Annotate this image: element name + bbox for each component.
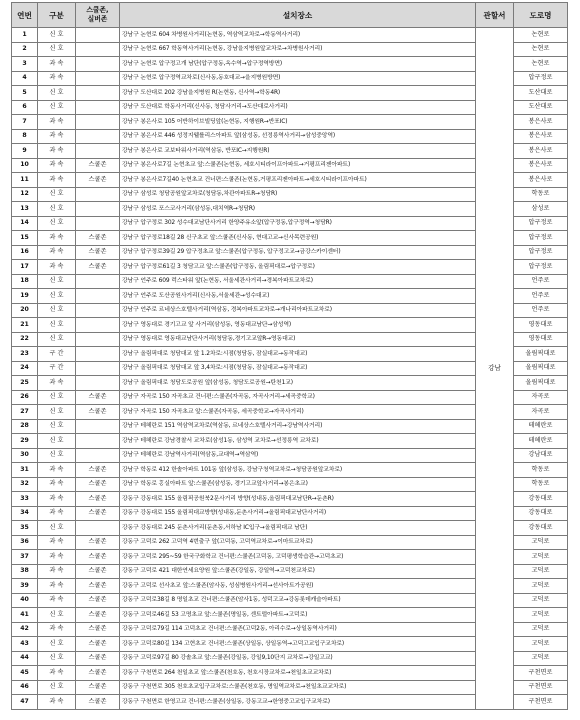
- row-type: 과 속: [38, 260, 76, 275]
- row-no: 14: [12, 216, 38, 231]
- row-no: 37: [12, 550, 38, 565]
- row-place: 강남구 압구정로39길 29 압구정초교 앞:스쿨존(압구정동, 압구정고교→금강스카이센터): [120, 245, 476, 260]
- row-road: 학동로: [514, 187, 568, 202]
- row-zone: 스쿨존: [76, 695, 120, 710]
- row-zone: [76, 274, 120, 289]
- row-no: 43: [12, 637, 38, 652]
- row-type: 신 호: [38, 680, 76, 695]
- row-place: 강동구 구천면로 한영고교 건너편:스쿨존(상일동, 강동고교→한영중고교입구교차로): [120, 695, 476, 710]
- header-type: 구분: [38, 3, 76, 28]
- row-zone: [76, 361, 120, 376]
- row-type: 과 속: [38, 666, 76, 681]
- row-place: 강남구 언주로 609 럭스타워 앞(논현동, 서울세관사거리→경복아파트교차로): [120, 274, 476, 289]
- row-zone: 스쿨존: [76, 405, 120, 420]
- row-road: 도산대로: [514, 86, 568, 101]
- row-place: 강동구 강동대로 155 올림픽대교방향(성내동,둔촌사거리→올림픽대교남단사거리): [120, 506, 476, 521]
- row-zone: 스쿨존: [76, 477, 120, 492]
- row-no: 11: [12, 173, 38, 188]
- row-type: 과 속: [38, 144, 76, 159]
- row-road: 고덕로: [514, 550, 568, 565]
- row-no: 1: [12, 28, 38, 43]
- row-no: 20: [12, 303, 38, 318]
- header-office: 관할서: [476, 3, 514, 28]
- row-road: 삼성로: [514, 202, 568, 217]
- row-type: 신 호: [38, 419, 76, 434]
- row-no: 9: [12, 144, 38, 159]
- schedule-document: [11, 2, 567, 710]
- row-no: 7: [12, 115, 38, 130]
- row-place: 강남구 학동로 412 한솔아파트 101동 앞(삼성동, 강남구청역교차로→청담공원앞교차로): [120, 463, 476, 478]
- row-zone: 스쿨존: [76, 680, 120, 695]
- row-road: 고덕로: [514, 579, 568, 594]
- row-no: 26: [12, 390, 38, 405]
- row-type: 과 속: [38, 622, 76, 637]
- row-place: 강남구 봉은사로 교보타워사거리(역삼동, 반포IC→지행원R): [120, 144, 476, 159]
- row-type: 과 속: [38, 57, 76, 72]
- row-no: 24: [12, 361, 38, 376]
- row-place: 강남구 논현로 압구정고개 남단(압구정동,옥수역→압구정역방면): [120, 57, 476, 72]
- row-place: 강남구 언주로 르네상스호텔사거리(역삼동, 경복아파트교차로→개나리아파트교차로): [120, 303, 476, 318]
- row-no: 35: [12, 521, 38, 536]
- row-place: 강남구 학동로 홍실아파트 앞:스쿨존(삼성동, 경기고교앞사거리→봉은초교): [120, 477, 476, 492]
- row-type: 과 속: [38, 550, 76, 565]
- row-type: 과 속: [38, 593, 76, 608]
- table-body: [12, 28, 568, 710]
- row-zone: 스쿨존: [76, 231, 120, 246]
- row-type: 신 호: [38, 42, 76, 57]
- row-place: 강남구 테헤란로 강남경찰서 교차로(삼성1동, 삼성역 교차로→선정릉역 교차로): [120, 434, 476, 449]
- row-no: 46: [12, 680, 38, 695]
- row-road: 압구정로: [514, 260, 568, 275]
- row-place: 강남구 영동대로 경기고교 앞 사거리(삼성동, 영동대교남단→삼성역): [120, 318, 476, 333]
- row-type: 과 속: [38, 71, 76, 86]
- row-place: 강동구 고덕로 선사초교 앞:스쿨존(암사동, 성심병원사거리→선사아트가공원): [120, 579, 476, 594]
- row-no: 42: [12, 622, 38, 637]
- row-place: 강남구 논현로 667 학동역사거리(논현동, 강남을지병원앞교차로→차병원사거리): [120, 42, 476, 57]
- row-place: 강남구 도산대로 학동사거리(신사동, 청담사거리→도산대로사거리): [120, 100, 476, 115]
- row-place: 강동구 고덕로 262 고덕역 4번출구 앞(고덕동, 고덕역교차로→이마트교차로): [120, 535, 476, 550]
- row-zone: 스쿨존: [76, 593, 120, 608]
- row-type: 신 호: [38, 332, 76, 347]
- row-place: 강동구 구천면로 264 천일초교 앞:스쿨존(천호동, 천호시장교차로→천일초교교차로): [120, 666, 476, 681]
- row-road: 영동대로: [514, 318, 568, 333]
- row-no: 10: [12, 158, 38, 173]
- row-zone: [76, 434, 120, 449]
- row-zone: [76, 57, 120, 72]
- row-no: 47: [12, 695, 38, 710]
- row-zone: [76, 71, 120, 86]
- row-road: 언주로: [514, 274, 568, 289]
- row-type: 신 호: [38, 405, 76, 420]
- row-place: 강남구 언주로 도산공원사거리(신사동,서울세관→성수대교): [120, 289, 476, 304]
- row-place: 강남구 봉은사로 105 어반하이브빌딩앞(논현동, 지행원R→반포IC): [120, 115, 476, 130]
- row-place: 강동구 고덕로46길 53 고명초교 앞:스쿨존(명일동, 센트럴아파트→고덕로): [120, 608, 476, 623]
- row-road: 봉은사로: [514, 144, 568, 159]
- row-type: 과 속: [38, 695, 76, 710]
- row-zone: 스쿨존: [76, 506, 120, 521]
- row-zone: 스쿨존: [76, 245, 120, 260]
- row-road: 학동로: [514, 463, 568, 478]
- row-road: 논현로: [514, 42, 568, 57]
- row-zone: 스쿨존: [76, 463, 120, 478]
- row-zone: [76, 347, 120, 362]
- row-place: 강남구 삼성로 포스코사거리(삼성동,대치역R→청담R): [120, 202, 476, 217]
- header-schoolzone: [76, 3, 120, 28]
- row-place: 강동구 강동대로 245 둔촌사거리(둔촌동,서하남 IC입구→올림픽대교 남단): [120, 521, 476, 536]
- row-no: 3: [12, 57, 38, 72]
- row-zone: [76, 86, 120, 101]
- row-zone: [76, 521, 120, 536]
- row-no: 33: [12, 492, 38, 507]
- row-place: 강남구 봉은사로 446 성정지웰를리스아파트 앞(삼성동, 선정릉역사거리→삼성중앙역): [120, 129, 476, 144]
- row-type: 신 호: [38, 28, 76, 43]
- row-type: 신 호: [38, 100, 76, 115]
- row-place: 강남구 테헤란로 151 역삼역교차로(역삼동, 르네상스호텔사거리→강남역사거리): [120, 419, 476, 434]
- row-place: 강동구 고덕로80길 134 고현초교 건너편:스쿨존(상일동, 상일동역→고덕고교입구교차로): [120, 637, 476, 652]
- row-no: 45: [12, 666, 38, 681]
- row-no: 32: [12, 477, 38, 492]
- row-road: 고덕로: [514, 651, 568, 666]
- header-no: 연번: [12, 3, 38, 28]
- row-zone: [76, 202, 120, 217]
- row-zone: 스쿨존: [76, 637, 120, 652]
- row-no: 39: [12, 579, 38, 594]
- row-no: 22: [12, 332, 38, 347]
- row-no: 27: [12, 405, 38, 420]
- row-zone: [76, 216, 120, 231]
- row-type: 과 속: [38, 506, 76, 521]
- row-road: 영동대로: [514, 332, 568, 347]
- row-zone: [76, 419, 120, 434]
- row-type: 과 속: [38, 115, 76, 130]
- row-no: 18: [12, 274, 38, 289]
- row-no: 19: [12, 289, 38, 304]
- row-no: 5: [12, 86, 38, 101]
- row-type: 신 호: [38, 216, 76, 231]
- row-type: 과 속: [38, 463, 76, 478]
- row-no: 21: [12, 318, 38, 333]
- row-no: 13: [12, 202, 38, 217]
- row-no: 29: [12, 434, 38, 449]
- row-no: 8: [12, 129, 38, 144]
- row-place: 강동구 구천면로 305 천호초교입구교차로:스쿨존(천호동, 명일역교차로→천일초교교차로): [120, 680, 476, 695]
- row-place: 강남구 올림픽대로 청담도로공원 앞(삼성동, 청담도로공원→탄천1교): [120, 376, 476, 391]
- row-road: 봉은사로: [514, 173, 568, 188]
- row-place: 강동구 고덕로 421 대한연세요양원 앞:스쿨존(강일동, 강일역→고덕천교차로): [120, 564, 476, 579]
- row-zone: 스쿨존: [76, 173, 120, 188]
- row-place: 강남구 영동대로 영동대교남단사거리(청담동,경기고교앞R→영동대교): [120, 332, 476, 347]
- row-place: 강남구 올림픽대로 청담대교 앞 1.2차로:시점(청담동, 잠실대교→동작대교): [120, 347, 476, 362]
- header-road: 도로명: [514, 3, 568, 28]
- row-road: 올림픽대로: [514, 347, 568, 362]
- row-road: 도산대로: [514, 100, 568, 115]
- row-road: 강동대로: [514, 506, 568, 521]
- row-place: 강남구 삼성로 청담공원앞교차로(청담동,차관아파트R→청담R): [120, 187, 476, 202]
- row-zone: [76, 42, 120, 57]
- row-road: 논현로: [514, 57, 568, 72]
- row-road: 구천면로: [514, 666, 568, 681]
- row-road: 언주로: [514, 289, 568, 304]
- row-road: 고덕로: [514, 637, 568, 652]
- row-road: 봉은사로: [514, 115, 568, 130]
- row-no: 28: [12, 419, 38, 434]
- row-road: 강동대로: [514, 521, 568, 536]
- row-place: 강남구 봉은사로7길 논현초교 앞:스쿨존(논현동, 세호시티라이프아파트→거평프리젠아파트): [120, 158, 476, 173]
- row-no: 44: [12, 651, 38, 666]
- row-type: 신 호: [38, 202, 76, 217]
- row-type: 과 속: [38, 535, 76, 550]
- row-no: 31: [12, 463, 38, 478]
- row-place: 강남구 봉은사로7길40 논현초교 건너편:스쿨존(논현동,거평프리젠아파트→세호시티라이프아파트): [120, 173, 476, 188]
- row-type: 과 속: [38, 158, 76, 173]
- row-type: 과 속: [38, 129, 76, 144]
- row-zone: 스쿨존: [76, 579, 120, 594]
- row-road: 테헤란로: [514, 419, 568, 434]
- row-type: 과 속: [38, 492, 76, 507]
- row-zone: [76, 318, 120, 333]
- row-road: 강남대로: [514, 448, 568, 463]
- row-no: 34: [12, 506, 38, 521]
- row-no: 16: [12, 245, 38, 260]
- row-road: 구천면로: [514, 695, 568, 710]
- row-zone: [76, 448, 120, 463]
- row-no: 2: [12, 42, 38, 57]
- row-place: 강남구 압구정로 302 성수대교남단사거리 한양주유소앞(압구정동,압구정역→청담R): [120, 216, 476, 231]
- row-road: 압구정로: [514, 231, 568, 246]
- row-road: 봉은사로: [514, 158, 568, 173]
- row-place: 강남구 올림픽대로 청담대교 앞 3,4차로:시점(청담동, 잠실대교→동작대교): [120, 361, 476, 376]
- row-road: 고덕로: [514, 535, 568, 550]
- row-road: 고덕로: [514, 564, 568, 579]
- row-no: 36: [12, 535, 38, 550]
- office-cell: 강남: [476, 28, 514, 710]
- row-road: 올림픽대로: [514, 361, 568, 376]
- row-place: 강남구 압구정로61길 3 청담고교 앞:스쿨존(압구정동, 올림픽대로→압구정로): [120, 260, 476, 275]
- row-type: 신 호: [38, 608, 76, 623]
- row-type: 과 속: [38, 173, 76, 188]
- row-zone: 스쿨존: [76, 550, 120, 565]
- row-place: 강남구 자곡로 150 자곡초교 앞:스쿨존(자곡동, 세곡중학교→자곡사거리): [120, 405, 476, 420]
- row-no: 15: [12, 231, 38, 246]
- header-schoolzone-line1: 스쿨존,: [86, 6, 109, 14]
- row-type: 신 호: [38, 86, 76, 101]
- row-type: 신 호: [38, 303, 76, 318]
- row-type: 신 호: [38, 187, 76, 202]
- row-place: 강남구 압구정로18길 28 신구초교 앞:스쿨존(신사동, 현대고교→신사목련공원): [120, 231, 476, 246]
- row-type: 신 호: [38, 318, 76, 333]
- table-row: [12, 28, 568, 43]
- row-zone: [76, 332, 120, 347]
- row-type: 신 호: [38, 637, 76, 652]
- row-type: 과 속: [38, 376, 76, 391]
- row-zone: 스쿨존: [76, 608, 120, 623]
- row-place: 강남구 자곡로 150 자곡초교 건너편:스쿨존(자곡동, 자곡사거리→세곡중학교): [120, 390, 476, 405]
- row-zone: [76, 100, 120, 115]
- row-place: 강동구 고덕로97길 80 강솔초교 앞:스쿨존(강일동, 강일9,10단지 교차로→강일고교): [120, 651, 476, 666]
- row-type: 과 속: [38, 477, 76, 492]
- row-road: 고덕로: [514, 608, 568, 623]
- row-road: 자곡로: [514, 405, 568, 420]
- row-type: 과 속: [38, 564, 76, 579]
- row-zone: 스쿨존: [76, 158, 120, 173]
- row-road: 봉은사로: [514, 129, 568, 144]
- row-type: 신 호: [38, 521, 76, 536]
- row-place: 강남구 테헤란로 강남역사거리(역삼동,교대역→역삼역): [120, 448, 476, 463]
- row-type: 신 호: [38, 274, 76, 289]
- row-no: 17: [12, 260, 38, 275]
- row-zone: 스쿨존: [76, 492, 120, 507]
- row-road: 올림픽대로: [514, 376, 568, 391]
- row-no: 38: [12, 564, 38, 579]
- row-zone: [76, 303, 120, 318]
- header-place: 설치장소: [120, 3, 476, 28]
- row-no: 41: [12, 608, 38, 623]
- row-no: 23: [12, 347, 38, 362]
- row-type: 신 호: [38, 390, 76, 405]
- row-type: 과 속: [38, 579, 76, 594]
- row-place: 강남구 논현로 604 차병원사거리(논현동, 역삼역교차로→학동역사거리): [120, 28, 476, 43]
- row-road: 학동로: [514, 477, 568, 492]
- row-zone: [76, 376, 120, 391]
- row-no: 40: [12, 593, 38, 608]
- row-zone: [76, 129, 120, 144]
- row-road: 압구정로: [514, 245, 568, 260]
- row-type: 구 간: [38, 347, 76, 362]
- row-place: 강동구 강동대로 155 올림픽공원북2문사거리 방향(성내동,올림픽대교남단R→둔촌R): [120, 492, 476, 507]
- row-zone: [76, 289, 120, 304]
- row-no: 30: [12, 448, 38, 463]
- row-zone: 스쿨존: [76, 622, 120, 637]
- row-zone: [76, 28, 120, 43]
- row-road: 구천면로: [514, 680, 568, 695]
- row-zone: 스쿨존: [76, 564, 120, 579]
- row-road: 고덕로: [514, 622, 568, 637]
- header-schoolzone-line2: 실버존: [87, 15, 108, 23]
- row-place: 강동구 고덕로79길 114 고덕초교 건너편:스쿨존(고덕2동, 아리수로→상일동역사거리): [120, 622, 476, 637]
- camera-location-table: [11, 2, 568, 710]
- row-place: 강동구 고덕로 295~59 한국구화학교 건너편:스쿨존(고덕동, 고덕평생학습관→고덕초교): [120, 550, 476, 565]
- row-place: 강남구 도산대로 202 강남을지병원 R(논현동, 신사역→학동4R): [120, 86, 476, 101]
- row-zone: [76, 115, 120, 130]
- row-road: 테헤란로: [514, 434, 568, 449]
- row-no: 6: [12, 100, 38, 115]
- row-zone: [76, 144, 120, 159]
- row-type: 과 속: [38, 245, 76, 260]
- row-road: 언주로: [514, 303, 568, 318]
- row-type: 신 호: [38, 289, 76, 304]
- row-road: 강동대로: [514, 492, 568, 507]
- row-no: 12: [12, 187, 38, 202]
- row-zone: [76, 187, 120, 202]
- row-zone: 스쿨존: [76, 666, 120, 681]
- row-type: 과 속: [38, 231, 76, 246]
- row-type: 신 호: [38, 651, 76, 666]
- row-zone: 스쿨존: [76, 260, 120, 275]
- row-road: 압구정로: [514, 216, 568, 231]
- row-place: 강남구 논현로 압구정역교차로(신사동,동호대교→을지병원방면): [120, 71, 476, 86]
- row-type: 구 간: [38, 361, 76, 376]
- row-zone: 스쿨존: [76, 535, 120, 550]
- row-road: 압구정로: [514, 71, 568, 86]
- row-road: 자곡로: [514, 390, 568, 405]
- row-road: 논현로: [514, 28, 568, 43]
- row-road: 고덕로: [514, 593, 568, 608]
- row-zone: 스쿨존: [76, 390, 120, 405]
- row-type: 신 호: [38, 448, 76, 463]
- row-no: 4: [12, 71, 38, 86]
- row-type: 신 호: [38, 434, 76, 449]
- row-zone: 스쿨존: [76, 651, 120, 666]
- row-place: 강동구 고덕로38길 8 명일초교 건너편:스쿨존(암사1동, 성덕고교→강동롯데캐슬아파트): [120, 593, 476, 608]
- row-no: 25: [12, 376, 38, 391]
- table-header-row: [12, 3, 568, 28]
